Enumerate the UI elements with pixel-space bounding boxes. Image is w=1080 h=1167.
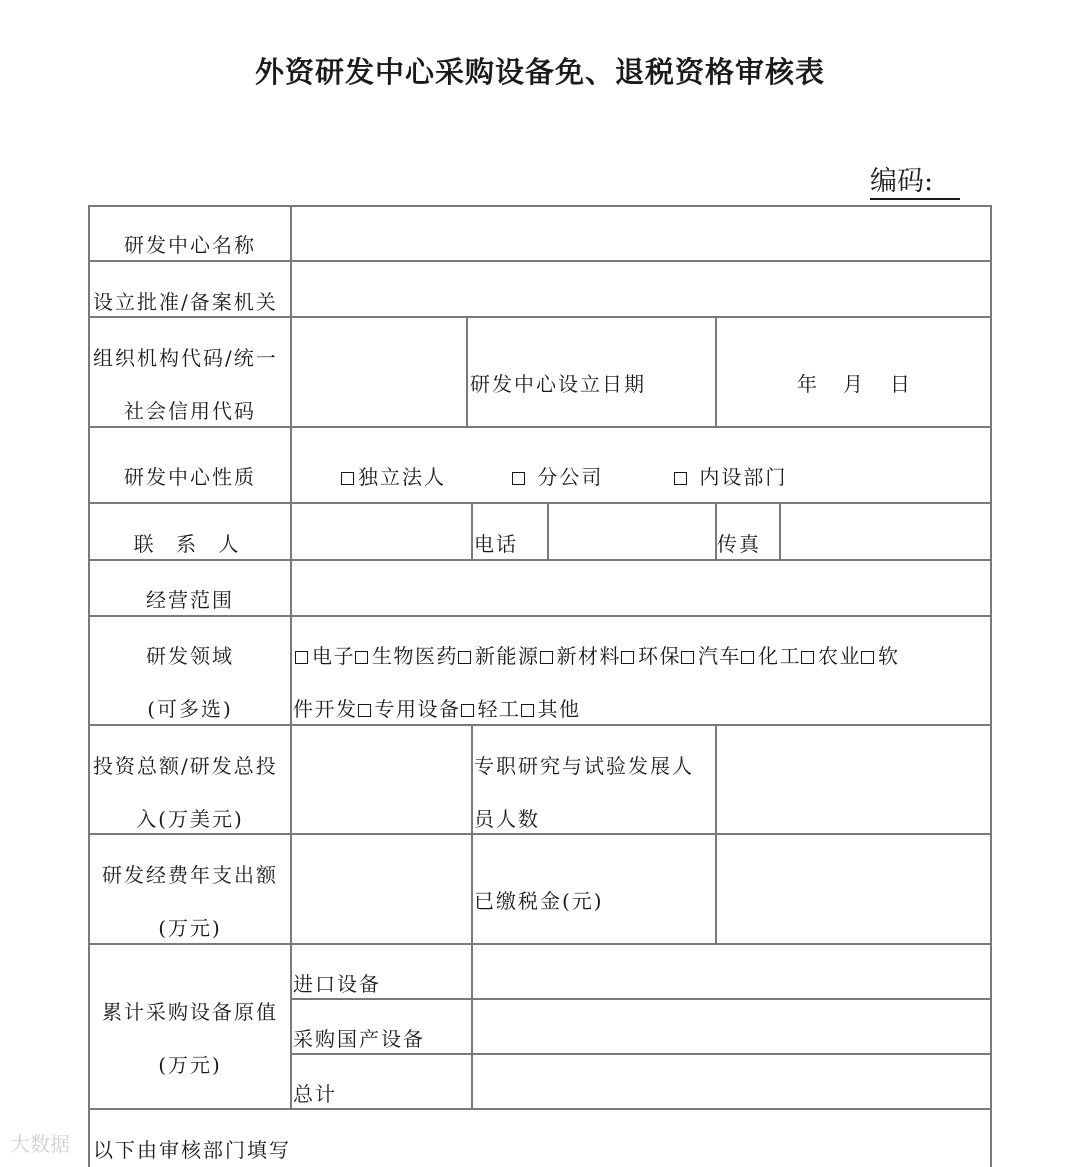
checkbox-icon[interactable]	[355, 651, 368, 664]
center-name-input[interactable]	[293, 207, 990, 260]
date-year: 年	[797, 372, 819, 396]
field-option-label: 环保	[638, 644, 681, 668]
field-option[interactable]	[461, 697, 521, 721]
date-day: 日	[890, 372, 912, 396]
expense-input[interactable]	[293, 835, 471, 943]
scope-input[interactable]	[293, 561, 990, 615]
nature-option-independent[interactable]: 独立法人	[341, 464, 446, 490]
contact-label: 联 系 人	[133, 532, 247, 556]
field-option-label: 生物医药	[372, 644, 458, 668]
setup-date-label: 研发中心设立日期	[470, 372, 646, 396]
invest-label-line1: 投资总额/研发总投	[93, 754, 278, 778]
total-label: 总计	[293, 1082, 337, 1106]
checkbox-icon[interactable]	[741, 651, 754, 664]
checkbox-icon[interactable]	[540, 651, 553, 664]
staff-input[interactable]	[718, 726, 990, 833]
field-option-label: 电子	[312, 644, 355, 668]
checkbox-icon[interactable]	[521, 704, 534, 717]
staff-label-line1: 专职研究与试验发展人	[474, 754, 694, 778]
field-option[interactable]	[355, 644, 458, 668]
field-label-line2: (可多选)	[147, 697, 233, 721]
nature-label: 研发中心性质	[124, 465, 256, 489]
checkbox-icon[interactable]	[295, 651, 308, 664]
field-option-label: 其他	[537, 697, 581, 721]
tax-input[interactable]	[718, 835, 990, 943]
equip-label-line1: 累计采购设备原值	[102, 1000, 278, 1024]
expense-label-line2: (万元)	[158, 916, 222, 940]
field-option[interactable]	[295, 644, 355, 668]
field-option-label: 软	[878, 644, 900, 668]
invest-input[interactable]	[293, 726, 471, 833]
field-option[interactable]	[458, 644, 540, 668]
field-option[interactable]	[681, 644, 741, 668]
date-month: 月	[843, 372, 865, 396]
field-option[interactable]	[861, 644, 900, 668]
checkbox-icon[interactable]	[512, 472, 525, 485]
field-options-line2	[293, 696, 581, 722]
invest-label-line2: 入(万美元)	[136, 807, 244, 831]
code-field[interactable]: 编码:	[870, 166, 960, 200]
field-options-line1	[295, 643, 900, 669]
field-option[interactable]	[521, 697, 581, 721]
field-option[interactable]	[801, 644, 861, 668]
checkbox-icon[interactable]	[674, 472, 687, 485]
field-option-label: 专用设备	[374, 697, 461, 721]
field-option-label: 农业	[818, 644, 861, 668]
field-option[interactable]	[741, 644, 801, 668]
form-title: 外资研发中心采购设备免、退税资格审核表	[254, 55, 825, 89]
tax-label: 已缴税金(元)	[474, 889, 604, 913]
field-option-label: 新能源	[475, 644, 540, 668]
checkbox-icon[interactable]	[681, 651, 694, 664]
import-equip-label: 进口设备	[293, 972, 381, 996]
field-option-label: 件开发	[293, 697, 358, 721]
fax-input[interactable]	[782, 504, 990, 559]
field-option[interactable]	[540, 644, 622, 668]
org-code-label-line1: 组织机构代码/统一	[93, 346, 278, 370]
equip-label-line2: (万元)	[158, 1053, 222, 1077]
field-option-label: 化工	[758, 644, 801, 668]
staff-label-line2: 员人数	[474, 807, 540, 831]
nature-option-branch[interactable]: 分公司	[512, 464, 603, 490]
fax-label: 传真	[717, 532, 761, 556]
field-option[interactable]	[621, 644, 681, 668]
domestic-equip-input[interactable]	[474, 1000, 990, 1053]
org-code-input[interactable]	[293, 318, 466, 426]
checkbox-icon[interactable]	[801, 651, 814, 664]
watermark: 大数据	[10, 1132, 70, 1156]
checkbox-icon[interactable]	[458, 651, 471, 664]
checkbox-icon[interactable]	[861, 651, 874, 664]
field-option-label: 轻工	[477, 697, 521, 721]
total-input[interactable]	[474, 1055, 990, 1108]
approval-org-label: 设立批准/备案机关	[93, 290, 278, 314]
field-option-label: 汽车	[698, 644, 741, 668]
approval-org-input[interactable]	[293, 262, 990, 316]
field-label-line1: 研发领域	[146, 644, 234, 668]
field-option[interactable]	[358, 697, 461, 721]
domestic-equip-label: 采购国产设备	[293, 1027, 425, 1051]
checkbox-icon[interactable]	[621, 651, 634, 664]
field-option-label: 新材料	[556, 644, 621, 668]
import-equip-input[interactable]	[474, 945, 990, 998]
expense-label-line1: 研发经费年支出额	[102, 863, 278, 887]
below-note: 以下由审核部门填写	[93, 1138, 291, 1162]
phone-input[interactable]	[550, 504, 715, 559]
checkbox-icon[interactable]	[341, 472, 354, 485]
checkbox-icon[interactable]	[461, 704, 474, 717]
contact-input[interactable]	[293, 504, 471, 559]
center-name-label: 研发中心名称	[124, 233, 256, 257]
scope-label: 经营范围	[146, 588, 234, 612]
org-code-label-line2: 社会信用代码	[124, 399, 256, 423]
checkbox-icon[interactable]	[358, 704, 371, 717]
phone-label: 电话	[474, 532, 518, 556]
nature-option-internal[interactable]: 内设部门	[674, 464, 787, 490]
